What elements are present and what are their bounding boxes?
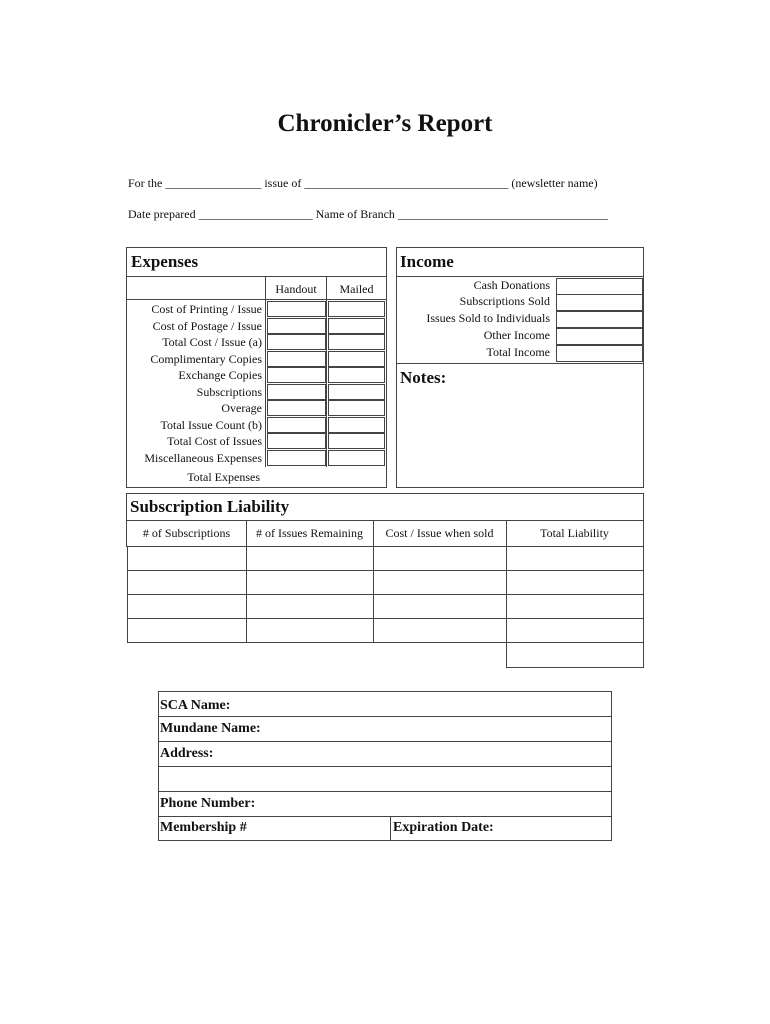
liability-input-cell[interactable] <box>373 546 507 571</box>
address-line-2[interactable] <box>160 768 610 790</box>
liability-header-divider <box>506 520 507 546</box>
liability-col-header: # of Subscriptions <box>142 526 231 540</box>
handout-input-cell[interactable] <box>267 400 326 416</box>
notes-heading: Notes: <box>400 368 447 387</box>
income-row-label: Other Income <box>483 328 550 342</box>
expenses-header-rule <box>127 299 386 300</box>
total-expenses-label: Total Expenses <box>187 470 260 484</box>
expense-row-label: Miscellaneous Expenses <box>144 450 262 465</box>
address-field[interactable]: Address: <box>160 746 214 761</box>
expense-row-label: Subscriptions <box>196 384 262 399</box>
income-row-label: Cash Donations <box>473 278 550 292</box>
liability-col-header: Total Liability <box>540 526 609 540</box>
liability-heading: Subscription Liability <box>130 497 290 516</box>
income-row-label: Issues Sold to Individuals <box>426 311 550 325</box>
liability-header-divider <box>373 520 374 546</box>
col-mailed-header: Mailed <box>339 282 374 296</box>
expense-row-label: Total Cost of Issues <box>167 434 262 448</box>
handout-input-cell[interactable] <box>267 450 326 466</box>
mailed-input-cell[interactable] <box>328 384 385 400</box>
expenses-divider <box>127 276 386 277</box>
income-heading: Income <box>400 252 454 271</box>
total-liability-sum-cell[interactable] <box>506 642 644 668</box>
total-expenses-input[interactable] <box>267 467 385 487</box>
liability-header-divider <box>246 520 247 546</box>
liability-input-cell[interactable] <box>506 594 644 619</box>
liability-input-cell[interactable] <box>373 594 507 619</box>
expense-row-label: Total Issue Count (b) <box>160 417 262 432</box>
liability-input-cell[interactable] <box>127 618 247 643</box>
liability-input-cell[interactable] <box>246 594 374 619</box>
mailed-input-cell[interactable] <box>328 351 385 367</box>
mailed-input-cell[interactable] <box>328 334 385 350</box>
handout-input-cell[interactable] <box>267 351 326 367</box>
liability-input-cell[interactable] <box>127 570 247 595</box>
expenses-col-divider-1 <box>265 276 266 467</box>
expense-row-label: Complimentary Copies <box>150 351 262 366</box>
mailed-input-cell[interactable] <box>328 318 385 334</box>
col-handout-header: Handout <box>275 282 317 296</box>
liability-input-cell[interactable] <box>506 570 644 595</box>
phone-number-field[interactable]: Phone Number: <box>160 796 256 811</box>
handout-input-cell[interactable] <box>267 367 326 383</box>
date-branch-line[interactable]: Date prepared ___________________ Name of Branch ___________________________________ <box>128 207 608 221</box>
member-rule-2 <box>159 741 611 742</box>
income-input-cell[interactable] <box>556 311 643 328</box>
notes-area[interactable] <box>400 392 640 484</box>
expense-row-label: Overage <box>221 401 262 415</box>
income-row-label: Total Income <box>486 345 550 359</box>
handout-input-cell[interactable] <box>267 334 326 350</box>
income-input-cell[interactable] <box>556 345 643 362</box>
mailed-input-cell[interactable] <box>328 400 385 416</box>
liability-col-header: # of Issues Remaining <box>256 526 363 540</box>
notes-divider <box>397 363 643 364</box>
income-divider <box>397 276 643 277</box>
liability-input-cell[interactable] <box>506 546 644 571</box>
expense-row-label: Cost of Postage / Issue <box>152 318 262 333</box>
liability-input-cell[interactable] <box>246 570 374 595</box>
income-input-cell[interactable] <box>556 328 643 345</box>
handout-input-cell[interactable] <box>267 318 326 334</box>
expense-row-label: Cost of Printing / Issue <box>151 302 262 316</box>
member-rule-4 <box>159 791 611 792</box>
income-input-cell[interactable] <box>556 278 643 295</box>
member-rule-3 <box>159 766 611 767</box>
expiration-date-field[interactable]: Expiration Date: <box>393 820 494 835</box>
handout-input-cell[interactable] <box>267 301 326 317</box>
liability-input-cell[interactable] <box>373 618 507 643</box>
member-rule-5 <box>159 816 611 817</box>
handout-input-cell[interactable] <box>267 384 326 400</box>
expenses-col-divider-2 <box>326 276 327 467</box>
mailed-input-cell[interactable] <box>328 433 385 449</box>
liability-input-cell[interactable] <box>246 618 374 643</box>
liability-input-cell[interactable] <box>373 570 507 595</box>
liability-divider <box>127 520 643 521</box>
liability-col-header: Cost / Issue when sold <box>385 526 494 540</box>
mundane-name-field[interactable]: Mundane Name: <box>160 721 261 736</box>
liability-input-cell[interactable] <box>127 594 247 619</box>
newsletter-issue-line[interactable]: For the ________________ issue of __________________________________ (newsletter name) <box>128 176 598 190</box>
income-input-cell[interactable] <box>556 294 643 311</box>
handout-input-cell[interactable] <box>267 433 326 449</box>
expense-row-label: Exchange Copies <box>178 368 262 382</box>
income-row-label: Subscriptions Sold <box>459 294 550 308</box>
member-rule-1 <box>159 716 611 717</box>
expenses-heading: Expenses <box>131 252 199 271</box>
membership-number-field[interactable]: Membership # <box>160 820 247 835</box>
mailed-input-cell[interactable] <box>328 301 385 317</box>
mailed-input-cell[interactable] <box>328 417 385 433</box>
liability-input-cell[interactable] <box>246 546 374 571</box>
sca-name-field[interactable]: SCA Name: <box>160 698 231 713</box>
liability-input-cell[interactable] <box>506 618 644 643</box>
expense-row-label: Total Cost / Issue (a) <box>162 335 262 349</box>
mailed-input-cell[interactable] <box>328 450 385 466</box>
member-col-divider <box>390 816 391 840</box>
handout-input-cell[interactable] <box>267 417 326 433</box>
liability-input-cell[interactable] <box>127 546 247 571</box>
page-title: Chronicler’s Report <box>277 110 493 137</box>
mailed-input-cell[interactable] <box>328 367 385 383</box>
